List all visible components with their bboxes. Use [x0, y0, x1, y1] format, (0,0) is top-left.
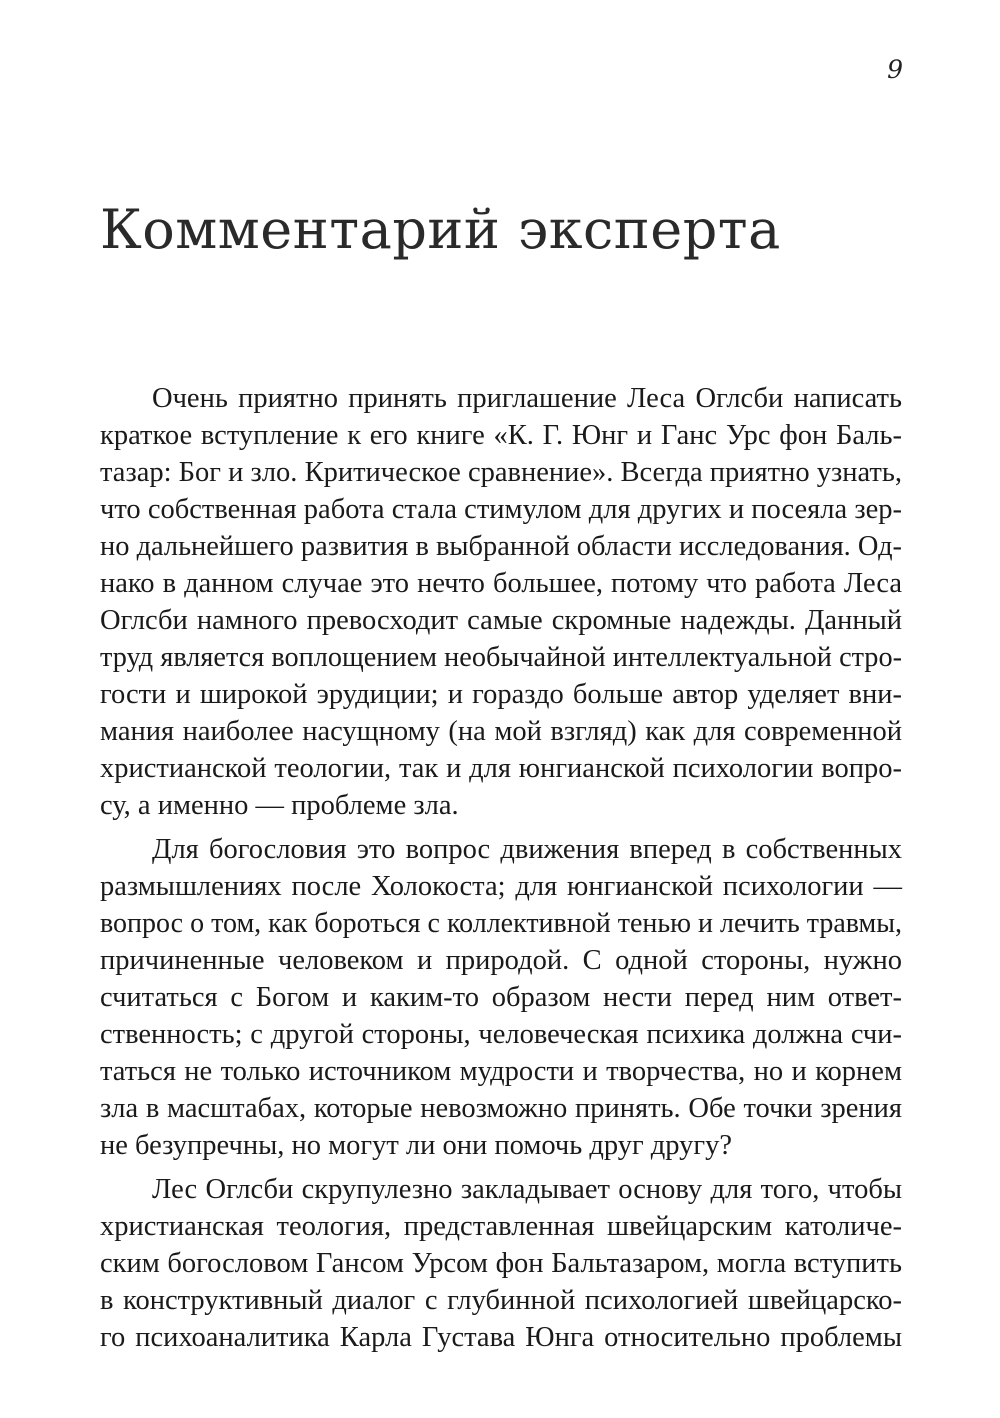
text-line: Лес Оглсби скрупулезно закладывает основу для того, чтобы	[152, 1174, 902, 1205]
text-line: причиненные человеком и природой. С одной стороны, нужно	[100, 945, 902, 976]
text-line: вопрос о том, как бороться с коллективной тенью и лечить травмы,	[100, 908, 902, 939]
paragraph-1	[100, 380, 902, 824]
text-line: но дальнейшего развития в выбранной области исследования. Од-	[100, 531, 902, 562]
page-number: 9	[887, 55, 903, 84]
text-line: христианской теологии, так и для юнгианской психологии вопро-	[100, 753, 902, 784]
paragraph-2	[100, 831, 902, 1164]
chapter-title: Комментарий эксперта	[100, 198, 781, 261]
text-line: таться не только источником мудрости и творчества, но и корнем	[100, 1056, 902, 1087]
text-line: зла в масштабах, которые невозможно принять. Обе точки зрения	[100, 1093, 902, 1124]
text-line: ственность; с другой стороны, человеческая психика должна счи-	[100, 1019, 902, 1050]
body-text	[100, 380, 902, 1363]
text-line: су, а именно — проблеме зла.	[100, 790, 459, 821]
text-line: тазар: Бог и зло. Критическое сравнение». Всегда приятно узнать,	[100, 457, 902, 488]
text-line: нако в данном случае это нечто большее, потому что работа Леса	[100, 568, 902, 599]
text-line: Для богословия это вопрос движения вперед в собственных	[152, 834, 902, 865]
text-line: мания наиболее насущному (на мой взгляд) как для современной	[100, 716, 902, 747]
paragraph-3	[100, 1171, 902, 1356]
text-line: что собственная работа стала стимулом для других и посеяла зер-	[100, 494, 902, 525]
text-line: Очень приятно принять приглашение Леса Оглсби написать	[152, 383, 902, 414]
text-line: христианская теология, представленная швейцарским католиче-	[100, 1211, 902, 1242]
text-line: считаться с Богом и каким-то образом нести перед ним ответ-	[100, 982, 902, 1013]
text-line: в конструктивный диалог с глубинной психологией швейцарско-	[100, 1285, 902, 1316]
text-line: го психоаналитика Карла Густава Юнга относительно проблемы	[100, 1322, 902, 1353]
text-line: не безупречны, но могут ли они помочь друг другу?	[100, 1130, 733, 1161]
text-line: ским богословом Гансом Урсом фон Бальтазаром, могла вступить	[100, 1248, 902, 1279]
text-line: гости и широкой эрудиции; и гораздо больше автор уделяет вни-	[100, 679, 902, 710]
text-line: краткое вступление к его книге «К. Г. Юнг и Ганс Урс фон Баль-	[100, 420, 902, 451]
text-line: труд является воплощением необычайной интеллектуальной стро-	[100, 642, 902, 673]
text-line: размышлениях после Холокоста; для юнгианской психологии —	[100, 871, 902, 902]
text-line: Оглсби намного превосходит самые скромные надежды. Данный	[100, 605, 902, 636]
